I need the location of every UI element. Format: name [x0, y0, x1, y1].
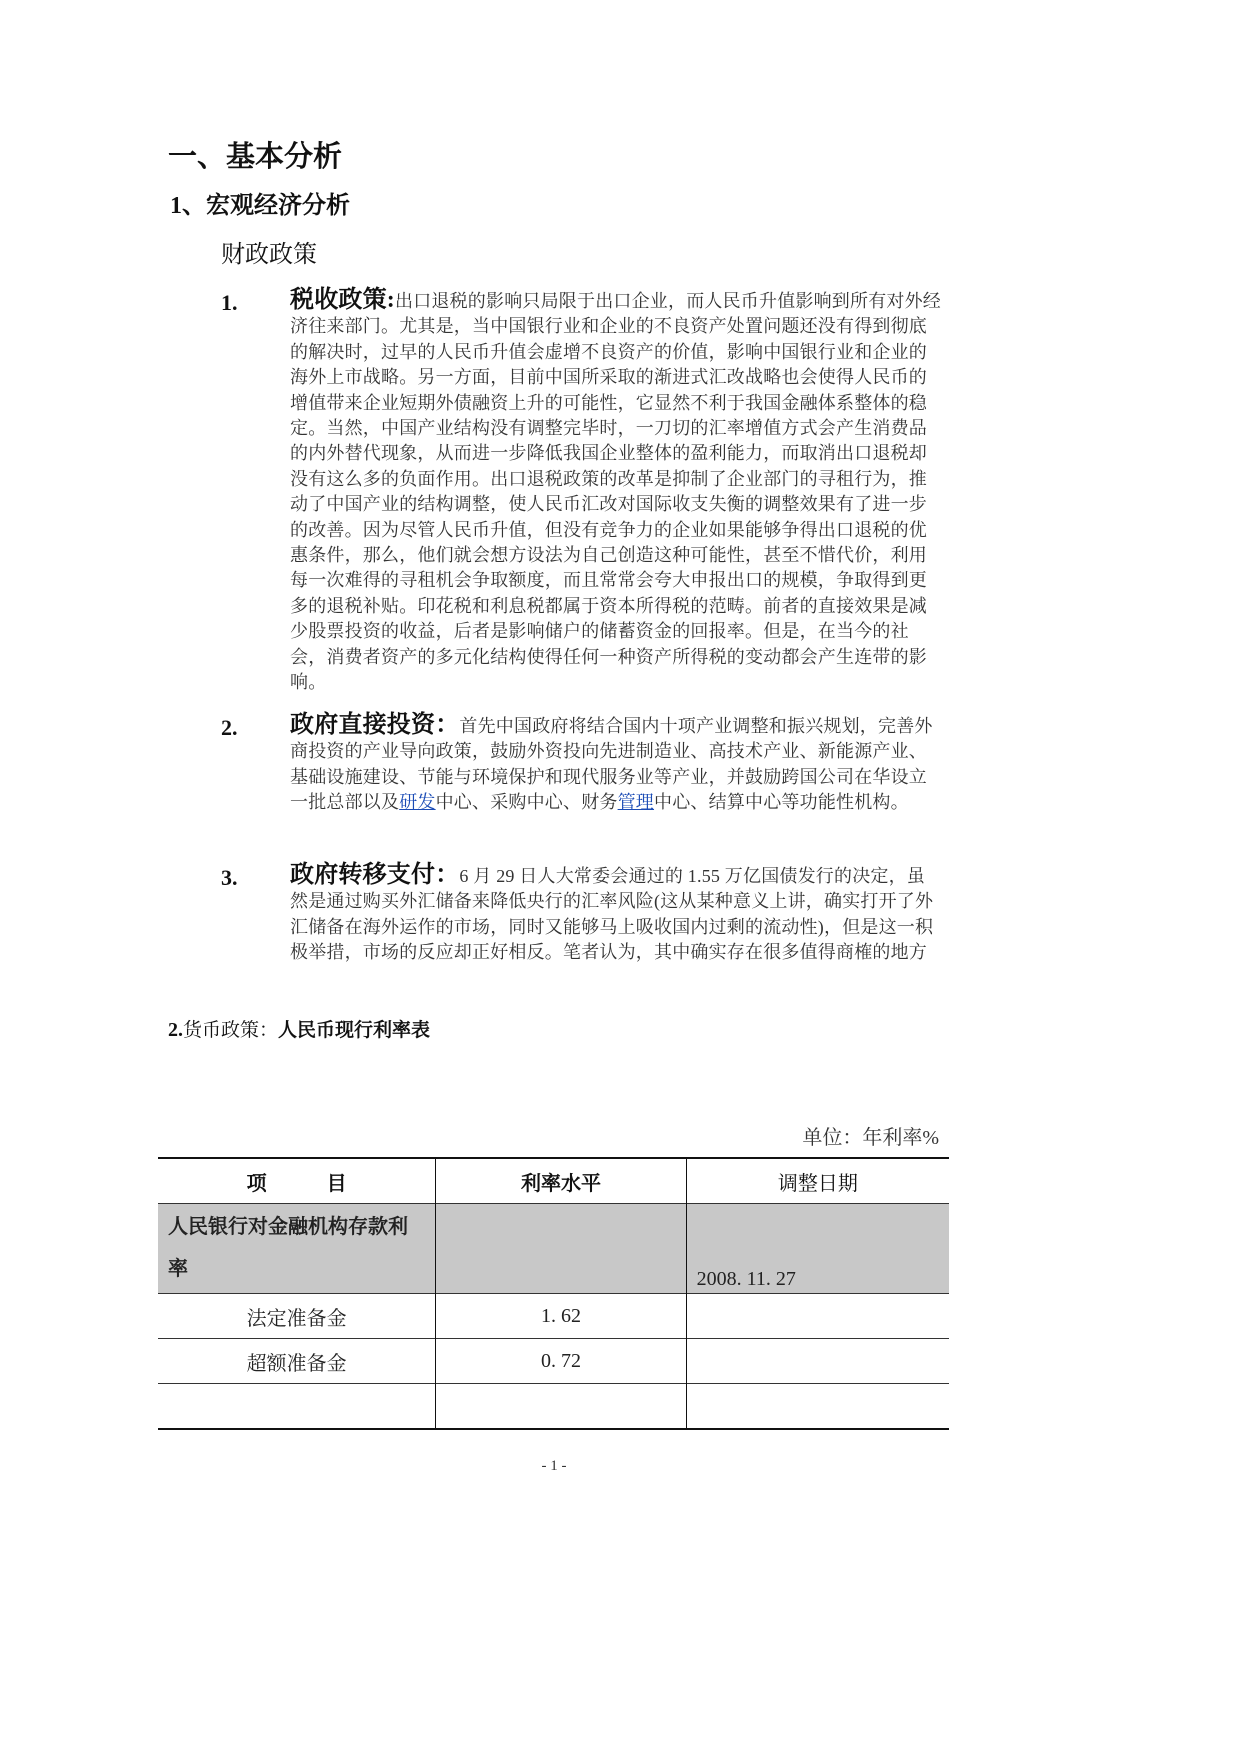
unit-note: 单位：年利率% [802, 1127, 939, 1149]
item-body: 中心、采购中心、财务 [435, 792, 618, 813]
table-group-row [158, 1204, 949, 1294]
section2-label: 货币政策： [183, 1020, 279, 1041]
table-row [158, 1294, 949, 1339]
row-rate-cell: 0. 72 [436, 1339, 686, 1384]
item-text [290, 288, 941, 696]
item-body: 6 月 29 日人大常委会通过的 1.55 万亿国债发行的决定，虽然是通过购买外汇储备来降低央行的汇率风险(这从某种意义上讲，确实打开了外汇储备在海外运作的市场，同时又能够马上吸收国内过剩的流动性)，但是这一积极举措，市场的反应却正好相反。笔者认为，其中确实存在很多值得商榷的地方 [290, 866, 934, 963]
column-header-date: 调整日期 [777, 1172, 858, 1195]
item-body: 首先中国政府将结合国内十项产业调整和振兴规划，完善外商投资的产业导向政策，鼓励外资投向先进制造业、高技术产业、新能源产业、基础设施建设、节能与环境保护和现代服务业等产业，并鼓励跨国公司在华设立一批总部以及 [290, 716, 933, 813]
table-row [158, 1339, 949, 1384]
section2-number: 2. [168, 1019, 183, 1041]
item-number: 1. [221, 290, 238, 315]
row-name-cell: 法定准备金 [158, 1294, 436, 1339]
row-date-cell [686, 1339, 949, 1384]
table-empty-row [158, 1384, 949, 1430]
column-header-item: 项 目 [158, 1158, 436, 1204]
table-header-row [158, 1158, 949, 1204]
policy-item-transfer [221, 863, 941, 966]
row-name-cell: 超额准备金 [158, 1339, 436, 1384]
rates-table [158, 1157, 949, 1430]
column-header-rate: 利率水平 [436, 1158, 686, 1204]
item-body: 中心、结算中心等功能性机构。 [654, 792, 909, 813]
group-date-cell: 2008. 11. 27 [686, 1204, 949, 1294]
page-number: - 1 - [541, 1458, 567, 1474]
empty-cell [436, 1384, 686, 1430]
item-text [290, 863, 941, 966]
section2-title: 人民币现行利率表 [278, 1020, 431, 1041]
subsection-heading: 1、宏观经济分析 [170, 193, 350, 219]
empty-cell [686, 1384, 949, 1430]
item-body: 出口退税的影响只局限于出口企业，而人民币升值影响到所有对外经济往来部门。尤其是，当中国银行业和企业的不良资产处置问题还没有得到彻底的解决时，过早的人民币升值会虚增不良资产的价值，影响中国银行业和企业的海外上市战略。另一方面，目前中国所采取的渐进式汇改战略也会使得人民币的增值带来企业短期外债融资上升的可能性，它显然不利于我国金融体系整体的稳定。当然，中国产业结构没有调整完毕时，一刀切的汇率增值方式会产生消费品的内外替代现象，从而进一步降低我国企业整体的盈利能力，而取消出口退税却没有这么多的负面作用。出口退税政策的改革是抑制了企业部门的寻租行为，推动了中国产业的结构调整，使人民币汇改对国际收支失衡的调整效果有了进一步的改善。因为尽管人民币升值，但没有竞争力的企业如果能够争得出口退税的优惠条件，那么，他们就会想方设法为自己创造这种可能性，甚至不惜代价，利用每一次难得的寻租机会争取额度，而且常常会夸大申报出口的规模，争取得到更多的退税补贴。印花税和利息税都属于资本所得税的范畴。前者的直接效果是减少股票投资的收益，后者是影响储户的储蓄资金的回报率。但是，在当今的社会，消费者资产的多元化结构使得任何一种资产所得税的变动都会产生连带的影响。 [290, 291, 941, 693]
row-rate-cell: 1. 62 [436, 1294, 686, 1339]
item-number: 3. [221, 865, 238, 890]
item-lead: 税收政策: [290, 287, 395, 313]
policy-item-tax [221, 288, 941, 696]
policy-item-investment [221, 713, 941, 816]
item-number: 2. [221, 715, 238, 740]
row-date-cell [686, 1294, 949, 1339]
group-name-cell: 人民银行对金融机构存款利率 [158, 1204, 436, 1294]
empty-cell [158, 1384, 436, 1430]
link-rnd[interactable]: 研发 [399, 792, 436, 813]
topic-heading: 财政政策 [221, 242, 317, 268]
link-management[interactable]: 管理 [617, 792, 655, 813]
group-rate-cell [436, 1204, 686, 1294]
item-text [290, 713, 941, 816]
section-heading: 一、基本分析 [168, 141, 343, 173]
item-lead: 政府直接投资： [290, 712, 460, 738]
item-lead: 政府转移支付： [290, 862, 460, 888]
monetary-policy-heading [168, 1015, 430, 1042]
